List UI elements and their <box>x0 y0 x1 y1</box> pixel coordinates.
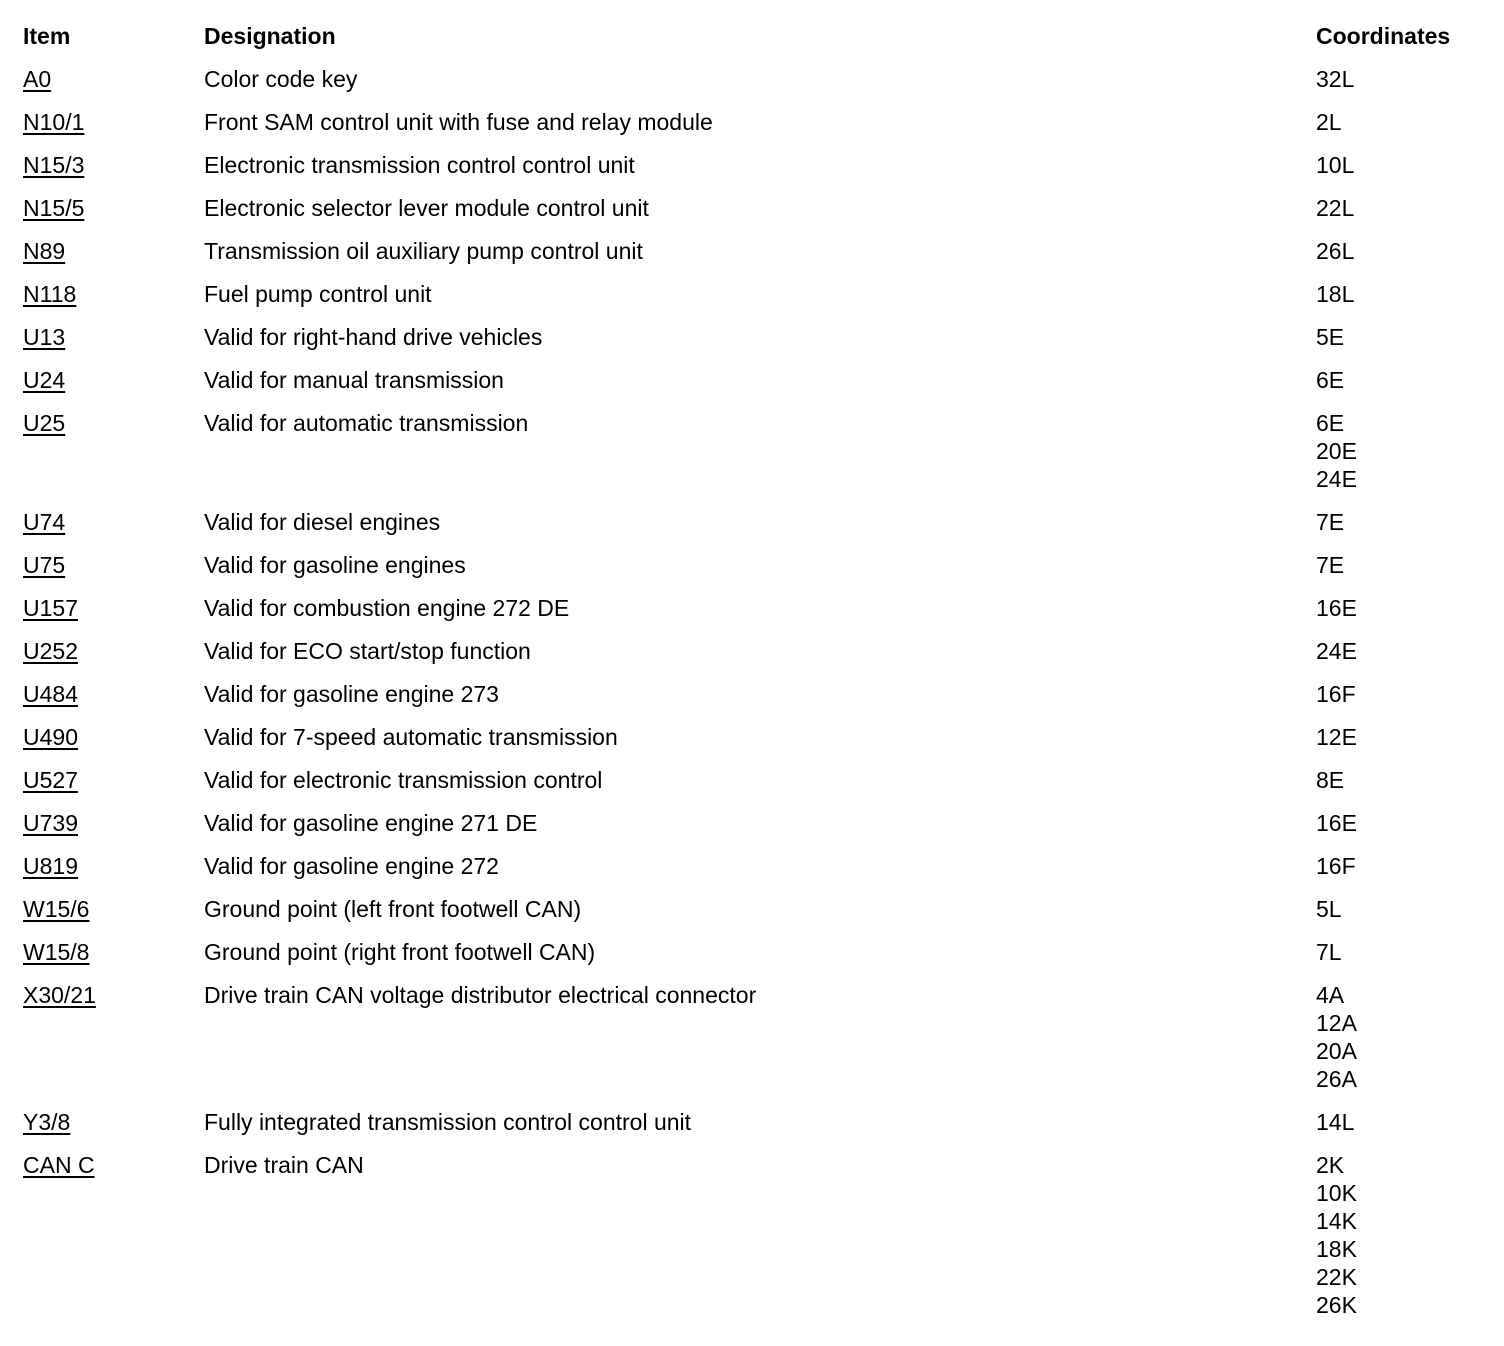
item-link[interactable]: U819 <box>23 853 78 879</box>
coordinate-value: 18L <box>1316 281 1355 307</box>
coordinates-cell <box>1316 507 1483 550</box>
table-row <box>23 279 1483 322</box>
item-cell <box>23 193 204 236</box>
table-header-row <box>23 21 1483 64</box>
designation-cell: Ground point (left front footwell CAN) <box>204 896 582 922</box>
coordinates-cell <box>1316 236 1483 279</box>
table-row <box>23 365 1483 408</box>
item-link[interactable]: N15/5 <box>23 195 85 221</box>
coordinates-cell <box>1316 851 1483 894</box>
coordinates-cell <box>1316 150 1483 193</box>
item-link[interactable]: X30/21 <box>23 982 96 1008</box>
item-link[interactable]: N10/1 <box>23 109 85 135</box>
coordinate-value: 8E <box>1316 767 1345 793</box>
designation-cell: Electronic transmission control control unit <box>204 152 635 178</box>
header-item: Item <box>23 23 71 49</box>
designation-cell: Valid for ECO start/stop function <box>204 638 531 664</box>
designation-cell: Transmission oil auxiliary pump control unit <box>204 238 643 264</box>
item-link[interactable]: U739 <box>23 810 78 836</box>
coordinates-cell <box>1316 679 1483 722</box>
table-row <box>23 722 1483 765</box>
coordinate-value: 12E <box>1316 724 1357 750</box>
coordinate-value: 4A <box>1316 982 1345 1008</box>
coordinate-value: 6E <box>1316 410 1345 436</box>
designation-cell: Drive train CAN <box>204 1152 364 1178</box>
coordinate-value: 12A <box>1316 1010 1357 1036</box>
item-cell <box>23 808 204 851</box>
coordinate-value: 2K <box>1316 1152 1345 1178</box>
item-link[interactable]: N118 <box>23 281 77 307</box>
table-row <box>23 507 1483 550</box>
item-cell <box>23 236 204 279</box>
item-cell <box>23 593 204 636</box>
item-link[interactable]: N89 <box>23 238 66 264</box>
coordinates-cell <box>1316 279 1483 322</box>
designation-cell: Valid for gasoline engines <box>204 552 466 578</box>
designation-cell: Valid for gasoline engine 271 DE <box>204 810 538 836</box>
coordinates-cell <box>1316 64 1483 107</box>
coordinate-value: 24E <box>1316 638 1357 664</box>
coordinate-value: 6E <box>1316 367 1345 393</box>
coordinate-value: 5L <box>1316 896 1342 922</box>
item-cell <box>23 322 204 365</box>
table-row <box>23 64 1483 107</box>
item-cell <box>23 1107 204 1150</box>
designation-cell: Valid for gasoline engine 273 <box>204 681 499 707</box>
item-cell <box>23 894 204 937</box>
item-link[interactable]: U484 <box>23 681 78 707</box>
table-row <box>23 937 1483 980</box>
coordinates-cell <box>1316 408 1483 507</box>
coordinate-value: 16F <box>1316 853 1356 879</box>
designation-cell: Drive train CAN voltage distributor electrical connector <box>204 982 757 1008</box>
item-link[interactable]: U25 <box>23 410 66 436</box>
item-cell <box>23 1150 204 1333</box>
coordinate-value: 14L <box>1316 1109 1355 1135</box>
item-link[interactable]: U157 <box>23 595 78 621</box>
header-coordinates: Coordinates <box>1316 23 1451 49</box>
item-link[interactable]: U75 <box>23 552 66 578</box>
coordinate-value: 18K <box>1316 1236 1357 1262</box>
table-row <box>23 322 1483 365</box>
coordinates-cell <box>1316 1107 1483 1150</box>
coordinate-value: 10K <box>1316 1180 1357 1206</box>
item-link[interactable]: A0 <box>23 66 52 92</box>
table-row <box>23 679 1483 722</box>
designation-cell: Fully integrated transmission control control unit <box>204 1109 692 1135</box>
table-row <box>23 593 1483 636</box>
designation-cell: Valid for gasoline engine 272 <box>204 853 499 879</box>
item-cell <box>23 550 204 593</box>
coordinate-value: 2L <box>1316 109 1342 135</box>
coordinate-value: 32L <box>1316 66 1355 92</box>
coordinate-value: 14K <box>1316 1208 1357 1234</box>
table-row <box>23 236 1483 279</box>
coordinate-value: 24E <box>1316 466 1357 492</box>
item-link[interactable]: U24 <box>23 367 66 393</box>
coordinates-cell <box>1316 937 1483 980</box>
item-cell <box>23 150 204 193</box>
coordinates-cell <box>1316 107 1483 150</box>
table-row <box>23 980 1483 1107</box>
coordinates-cell <box>1316 322 1483 365</box>
coordinate-value: 16F <box>1316 681 1356 707</box>
coordinate-value: 26L <box>1316 238 1355 264</box>
designation-cell: Ground point (right front footwell CAN) <box>204 939 596 965</box>
coordinates-cell <box>1316 808 1483 851</box>
item-link[interactable]: U74 <box>23 509 66 535</box>
table-body <box>23 64 1483 1333</box>
coordinate-value: 16E <box>1316 595 1357 621</box>
coordinate-value: 22K <box>1316 1264 1357 1290</box>
coordinates-cell <box>1316 593 1483 636</box>
item-cell <box>23 980 204 1107</box>
item-link[interactable]: U13 <box>23 324 66 350</box>
designation-cell: Valid for combustion engine 272 DE <box>204 595 570 621</box>
coordinate-value: 7E <box>1316 509 1345 535</box>
item-cell <box>23 408 204 507</box>
coordinates-cell <box>1316 894 1483 937</box>
item-link[interactable]: W15/8 <box>23 939 90 965</box>
coordinates-cell <box>1316 765 1483 808</box>
item-link[interactable]: Y3/8 <box>23 1109 71 1135</box>
item-link[interactable]: U252 <box>23 638 78 664</box>
table-row <box>23 808 1483 851</box>
table-row <box>23 1107 1483 1150</box>
coordinate-value: 5E <box>1316 324 1345 350</box>
designation-cell: Valid for manual transmission <box>204 367 504 393</box>
coordinate-value: 20E <box>1316 438 1357 464</box>
table-row <box>23 550 1483 593</box>
header-designation: Designation <box>204 23 336 49</box>
coordinate-value: 26K <box>1316 1292 1357 1318</box>
designation-cell: Valid for automatic transmission <box>204 410 529 436</box>
table-row <box>23 193 1483 236</box>
coordinates-cell <box>1316 193 1483 236</box>
item-cell <box>23 507 204 550</box>
table-row <box>23 1150 1483 1333</box>
table-row <box>23 765 1483 808</box>
coordinate-value: 20A <box>1316 1038 1357 1064</box>
coordinate-value: 22L <box>1316 195 1355 221</box>
item-link[interactable]: CAN C <box>23 1152 95 1178</box>
designation-cell: Valid for electronic transmission control <box>204 767 603 793</box>
table-row <box>23 408 1483 507</box>
item-link[interactable]: U490 <box>23 724 78 750</box>
item-cell <box>23 937 204 980</box>
item-cell <box>23 365 204 408</box>
item-cell <box>23 636 204 679</box>
designation-cell: Front SAM control unit with fuse and relay module <box>204 109 713 135</box>
item-cell <box>23 851 204 894</box>
item-cell <box>23 722 204 765</box>
designation-cell: Fuel pump control unit <box>204 281 432 307</box>
designation-cell: Color code key <box>204 66 358 92</box>
coordinate-value: 10L <box>1316 152 1355 178</box>
coordinates-cell <box>1316 722 1483 765</box>
component-legend-table <box>23 21 1483 1333</box>
item-cell <box>23 64 204 107</box>
item-link[interactable]: W15/6 <box>23 896 90 922</box>
coordinates-cell <box>1316 550 1483 593</box>
coordinate-value: 16E <box>1316 810 1357 836</box>
coordinates-cell <box>1316 980 1483 1107</box>
coordinates-cell <box>1316 1150 1483 1333</box>
coordinates-cell <box>1316 636 1483 679</box>
designation-cell: Electronic selector lever module control unit <box>204 195 649 221</box>
item-cell <box>23 107 204 150</box>
designation-cell: Valid for diesel engines <box>204 509 441 535</box>
table-row <box>23 107 1483 150</box>
item-link[interactable]: U527 <box>23 767 78 793</box>
item-cell <box>23 279 204 322</box>
item-cell <box>23 679 204 722</box>
coordinate-value: 7L <box>1316 939 1342 965</box>
coordinate-value: 26A <box>1316 1066 1357 1092</box>
item-cell <box>23 765 204 808</box>
coordinate-value: 7E <box>1316 552 1345 578</box>
table-row <box>23 150 1483 193</box>
coordinates-cell <box>1316 365 1483 408</box>
table-row <box>23 636 1483 679</box>
item-link[interactable]: N15/3 <box>23 152 85 178</box>
designation-cell: Valid for 7-speed automatic transmission <box>204 724 618 750</box>
table-row <box>23 894 1483 937</box>
table-row <box>23 851 1483 894</box>
designation-cell: Valid for right-hand drive vehicles <box>204 324 543 350</box>
